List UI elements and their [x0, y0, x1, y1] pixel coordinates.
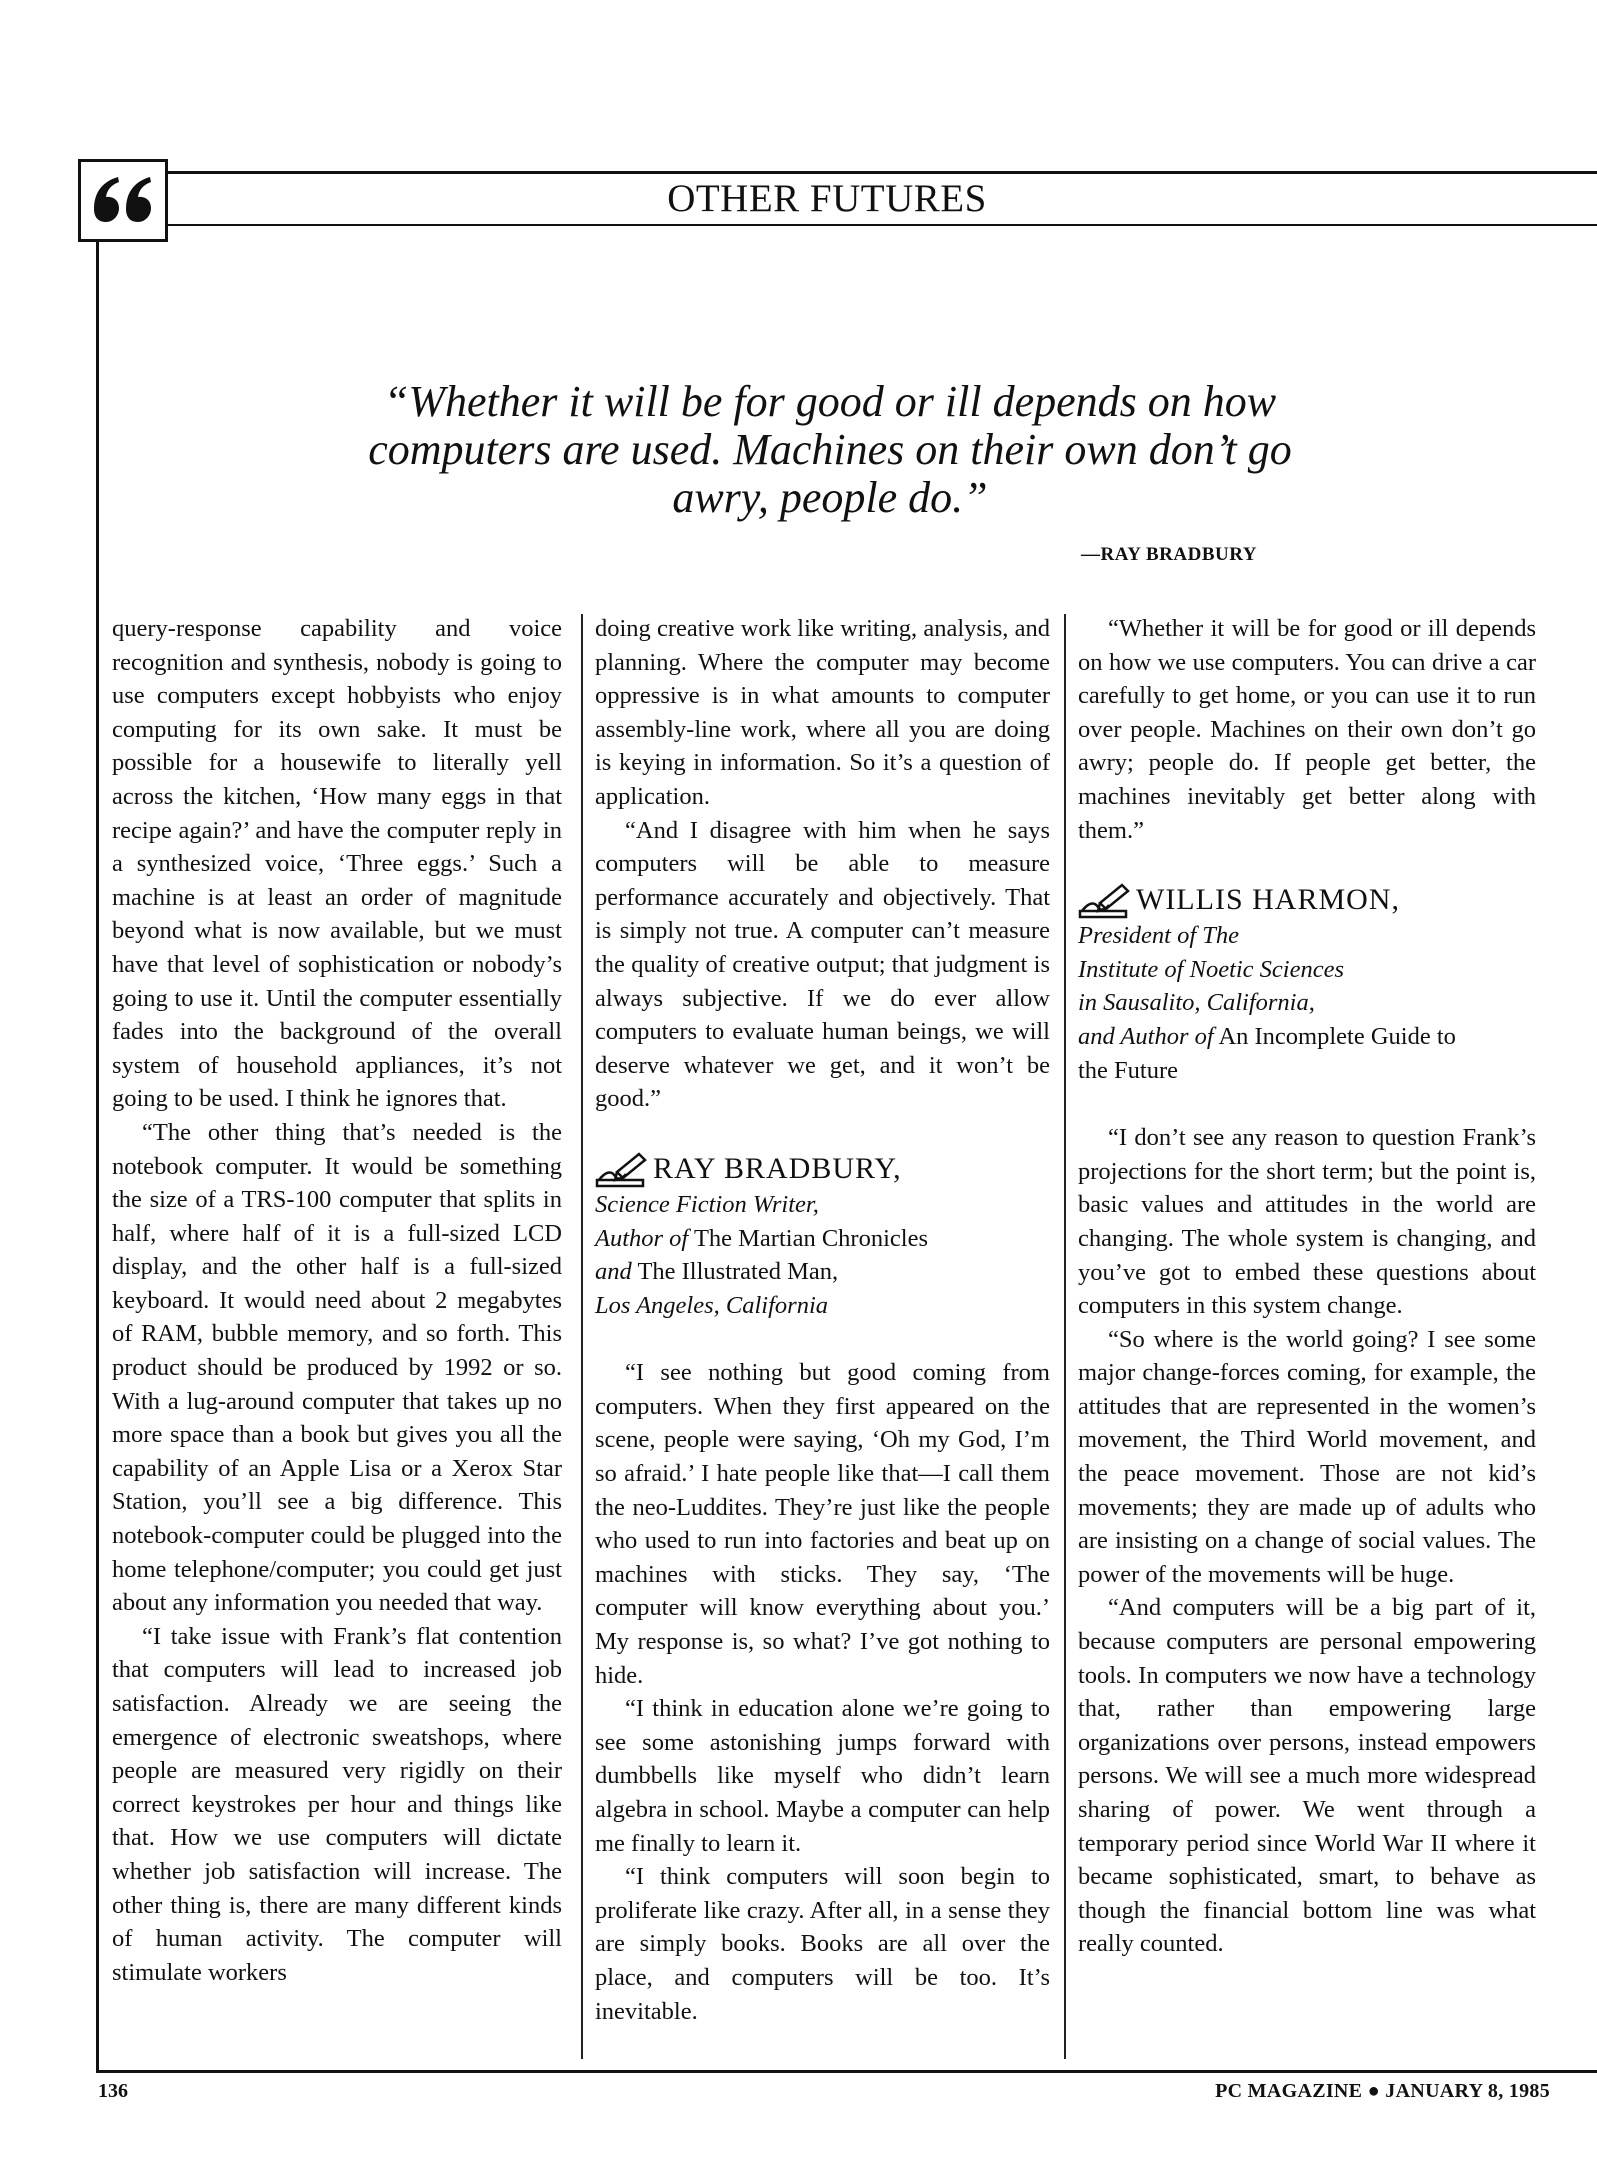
paragraph: doing creative work like writing, analysis, and planning. Where the computer may become oppressive is in what amounts to computer assembly-line work, where all you are doing is keying in information. So it’s a question of application. — [595, 615, 1050, 810]
byline-location: Los Angeles, California — [595, 1291, 829, 1319]
pen-writing-icon — [595, 1150, 649, 1188]
paragraph: query-response capability and voice recognition and synthesis, nobody is going to use computers except hobbyists who enjoy computing for its own sake. It must be possible for a housewife to literally yell across the kitchen, ‘How many eggs in that recipe again?’ and have the computer reply in a synthesized voice, ‘Three eggs.’ Such a machine is at least an order of magnitude beyond what is now available, but we must have that level of sophistication or nobody’s going to use it. Until the computer essentially fades into the background of the overall system of household appliances, it’s not going to be used. I think he ignores that. — [112, 615, 562, 1113]
header-rule-bottom — [168, 224, 1597, 226]
paragraph: “The other thing that’s needed is the notebook computer. It would be something the size of a TRS-100 computer that splits in half, where half of it is a full-sized LCD display, and the other half is a full-sized keyboard. It would need about 2 megabytes of RAM, bubble memory, and so forth. This product should be produced by 1992 or so. With a lug-around computer that takes up no more space than a book but gives you all the capability of an Apple Lisa or a Xerox Star Station, you’ll see a big difference. This notebook-computer could be plugged into the home telephone/computer; you could get just about any information you needed that way. — [112, 1118, 562, 1617]
paragraph: “And I disagree with him when he says computers will be able to measure performance accurately and objectively. That is simply not true. A computer can’t measure the quality of creative output; that judgment is always subjective. If we do ever allow computers to evaluate human beings, we will deserve whatever we get, and it won’t be good.” — [595, 816, 1050, 1113]
byline-text: and Author of — [1078, 1022, 1214, 1050]
byline-text: Author of — [595, 1224, 689, 1252]
pull-quote-attribution: —RAY BRADBURY — [1081, 544, 1257, 565]
byline-harmon — [1078, 881, 1536, 1087]
byline-bradbury — [595, 1150, 1050, 1322]
paragraph: “I take issue with Frank’s flat contention that computers will lead to increased job satisfaction. Already we are seeing the emergence of electronic sweatshops, where people are measured very rigidly on their correct keystrokes per hour and things like that. How we use computers will dictate whether job satisfaction will increase. The other thing is, there are many different kinds of human activity. The computer will stimulate workers — [112, 1622, 562, 1986]
pull-quote: “Whether it will be for good or ill depends on how computers are used. Machines on their own don’t go awry, people do.” — [368, 377, 1292, 522]
byline-text: and — [595, 1258, 632, 1286]
book-title: The Martian Chronicles — [693, 1224, 928, 1252]
paragraph: “And computers will be a big part of it, because computers are personal empowering tools. In computers we now have a technology that, rather than empowering large organizations over persons, instead empowers persons. We will see a much more widespread sharing of power. We went through a temporary period since World War II where it became sophisticated, smart, to behave as though the financial bottom line was what really counted. — [1078, 1594, 1536, 1958]
paragraph: “Whether it will be for good or ill depends on how we use computers. You can drive a car carefully to get home, or you can use it to run over people. Machines on their own don’t go awry; people do. If people get better, the machines inevitably get better along with them.” — [1078, 615, 1536, 844]
book-title: The Illustrated Man, — [637, 1258, 839, 1286]
article-column-3 — [1078, 612, 1536, 1961]
byline-title: Science Fiction Writer, — [595, 1190, 819, 1218]
quote-mark-icon — [90, 175, 156, 227]
byline-title: President of The — [1078, 922, 1240, 950]
page-number: 136 — [98, 2080, 128, 2102]
paragraph: “So where is the world going? I see some major change-forces coming, for example, the attitudes that are represented in the women’s movement, the Third World movement, and the peace movement. Those are not kid’s movements; they are made up of adults who are insisting on a change of social values. The power of the movements will be huge. — [1078, 1325, 1536, 1588]
left-margin-rule — [96, 242, 99, 2072]
paragraph: “I see nothing but good coming from computers. When they first appeared on the scene, people were saying, ‘Oh my God, I’m so afraid.’ I hate people like that—I call them the neo-Luddites. They’re just like the people who used to run into factories and beat up on machines with sticks. They say, ‘The computer will know everything about you.’ My response is, so what? I’ve got nothing to hide. — [595, 1359, 1050, 1689]
byline-name: RAY BRADBURY, — [653, 1152, 902, 1186]
quote-mark-box — [78, 159, 168, 242]
paragraph: “I think in education alone we’re going to see some astonishing jumps forward with dumbbells like myself who didn’t learn algebra in school. Maybe a computer can help me finally to learn it. — [595, 1695, 1050, 1857]
article-column-2 — [595, 612, 1050, 2028]
column-divider-2 — [1064, 614, 1066, 2059]
magazine-issue: PC MAGAZINE ● JANUARY 8, 1985 — [1215, 2080, 1550, 2102]
book-title: An Incomplete Guide to — [1218, 1022, 1456, 1050]
section-title: OTHER FUTURES — [667, 177, 987, 220]
pen-writing-icon — [1078, 881, 1132, 919]
footer-rule — [96, 2070, 1597, 2073]
article-column-1 — [112, 612, 562, 1989]
paragraph: “I think computers will soon begin to proliferate like crazy. After all, in a sense they are simply books. Books are all over the place, and computers will be too. It’s inevitable. — [595, 1863, 1050, 2025]
paragraph: “I don’t see any reason to question Frank’s projections for the short term; but the point is, basic values and attitudes in the world are changing. The whole system is changing, and you’ve got to embed these questions about computers in this system change. — [1078, 1124, 1536, 1320]
byline-location: in Sausalito, California, — [1078, 989, 1315, 1017]
byline-title: Institute of Noetic Sciences — [1078, 955, 1345, 983]
byline-name: WILLIS HARMON, — [1136, 883, 1400, 917]
book-title: the Future — [1078, 1056, 1179, 1084]
column-divider-1 — [581, 614, 583, 2059]
